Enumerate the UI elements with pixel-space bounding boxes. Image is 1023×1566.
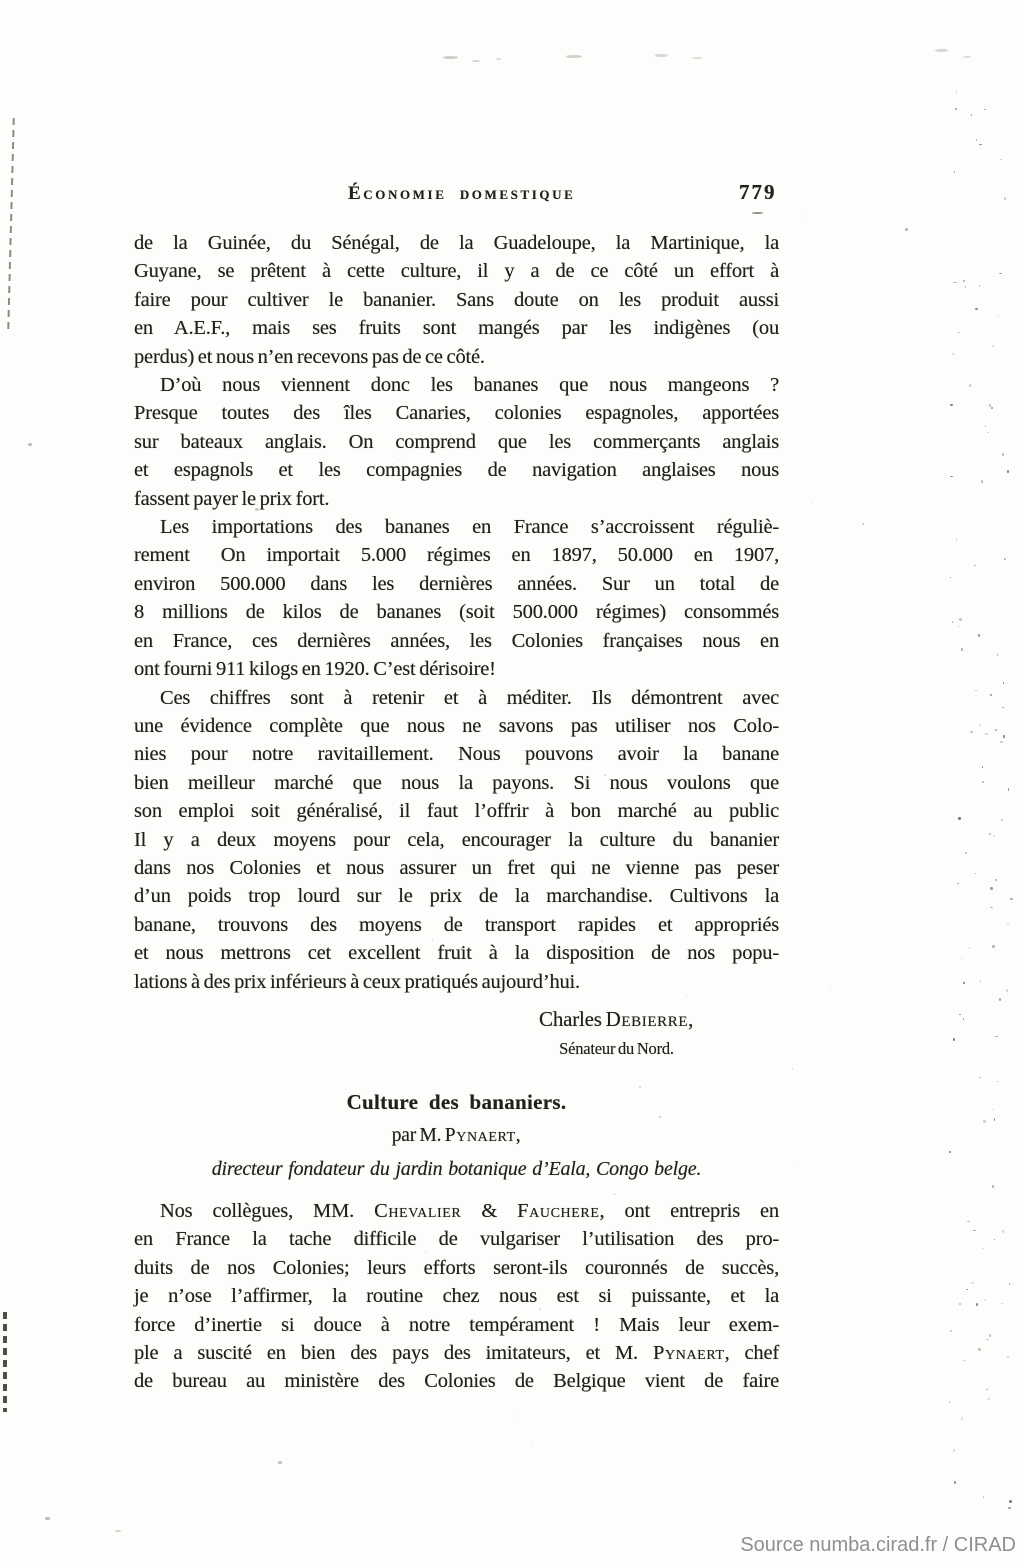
text-segment: rement On importait 5.000 régimes en 1897, 50.000 en 1907, (134, 544, 779, 567)
scan-artifact (950, 476, 952, 477)
scan-artifact (979, 285, 980, 288)
scan-artifact (979, 1077, 981, 1078)
scan-artifact (971, 1282, 974, 1284)
text-segment: de bureau au ministère des Colonies de Belgique vient de faire (134, 1370, 779, 1393)
scan-artifact (992, 945, 995, 948)
scan-artifact (969, 384, 971, 387)
text-segment: ont fourni 911 kilogs en 1920. C’est dérisoire! (134, 658, 496, 681)
scan-artifact (953, 282, 956, 283)
scan-artifact (952, 621, 953, 623)
text-line (134, 1282, 779, 1310)
scan-artifact (959, 618, 962, 621)
scan-artifact (963, 1018, 964, 1020)
scan-artifact (996, 1081, 999, 1082)
scan-artifact (45, 1517, 50, 1520)
text-line (134, 826, 779, 854)
scan-artifact (969, 947, 971, 950)
section-heading (134, 1086, 779, 1118)
text-segment: une évidence complète que nous ne savons pas utiliser nos Colo- (134, 714, 779, 737)
scan-artifact (975, 873, 977, 874)
text-line (134, 286, 779, 314)
text-line (134, 1153, 779, 1186)
scan-artifact (425, 1251, 427, 1252)
scan-artifact (989, 404, 990, 406)
text-line (134, 257, 779, 285)
scan-artifact (949, 1151, 951, 1154)
scan-artifact (974, 565, 976, 566)
scan-artifact (995, 879, 997, 881)
scan-artifact (1008, 788, 1009, 790)
smallcaps-text: Debierre, (605, 1006, 694, 1031)
text-segment: Nos collègues, MM. (160, 1199, 375, 1222)
text-segment: , ont entrepris en (599, 1199, 779, 1222)
scan-artifact (995, 729, 997, 730)
scan-artifact (639, 1086, 641, 1088)
scan-artifact (811, 502, 812, 503)
scan-artifact (514, 1415, 515, 1417)
scan-artifact (983, 1120, 986, 1123)
text-line (134, 314, 779, 342)
scan-artifact (986, 1339, 988, 1340)
scan-artifact (655, 54, 668, 57)
text-segment: & (461, 1199, 518, 1222)
scan-artifact (980, 148, 981, 149)
text-line (134, 513, 779, 541)
scan-artifact (989, 833, 991, 835)
scan-artifact (949, 1401, 950, 1403)
scan-artifact (956, 90, 957, 93)
scan-artifact (830, 986, 832, 988)
scan-artifact (950, 1330, 952, 1332)
scan-artifact (1010, 898, 1013, 900)
scan-artifact (471, 432, 473, 434)
scan-artifact (987, 432, 989, 433)
scan-artifact (961, 1417, 963, 1420)
text-segment: faire pour cultiver le bananier. Sans doute on les produit aussi (134, 288, 779, 311)
text-segment: Charles (539, 1006, 606, 1031)
scan-artifact (956, 538, 957, 540)
text-segment: je n’ose l’affirmer, la routine chez nous est si puissante, et la (134, 1285, 779, 1308)
byline-affiliation (134, 1153, 779, 1186)
scan-artifact (950, 577, 951, 578)
scan-artifact (998, 315, 999, 318)
scan-artifact (991, 407, 993, 408)
text-line (134, 882, 779, 910)
scan-artifact (973, 1230, 976, 1231)
text-line (134, 456, 779, 484)
text-line (134, 371, 779, 399)
scan-artifact (472, 60, 480, 62)
text-segment: directeur fondateur du jardin botanique d’Eala, Congo belge. (211, 1157, 702, 1180)
scan-artifact (982, 1248, 984, 1249)
smallcaps-text: Pynaert (653, 1342, 725, 1364)
scan-artifact (989, 1334, 991, 1337)
scan-artifact (959, 1303, 961, 1306)
text-segment: lations à des prix inférieurs à ceux pratiqués aujourd’hui. (134, 970, 580, 993)
scan-artifact (979, 144, 981, 145)
text-line (134, 712, 779, 740)
text-line (134, 1254, 779, 1282)
scan-artifact (975, 308, 978, 310)
scan-artifact (1000, 159, 1002, 160)
text-line (134, 968, 779, 996)
scan-artifact (957, 883, 959, 884)
scan-artifact (1000, 741, 1003, 743)
scan-artifact (958, 817, 960, 820)
scan-artifact (752, 212, 763, 214)
scan-artifact (975, 690, 977, 692)
scan-artifact (1003, 682, 1005, 684)
scan-artifact (953, 1449, 955, 1452)
text-segment: de la Guinée, du Sénégal, de la Guadeloupe, la Martinique, la (134, 232, 779, 254)
text-segment: en France, ces dernières années, les Colonies françaises nous en (134, 629, 779, 652)
text-blocks (134, 229, 779, 1396)
scan-artifact (1004, 558, 1006, 560)
smallcaps-text: Chevalier (374, 1199, 462, 1222)
text-segment: perdus) et nous n’en recevons pas de ce côté. (134, 345, 485, 368)
text-segment: duits de nos Colonies; leurs efforts seront-ils couronnés de succès, (134, 1256, 779, 1279)
scan-artifact (963, 280, 965, 282)
scan-artifact (963, 1360, 966, 1362)
scan-artifact (496, 58, 501, 60)
text-line (134, 399, 779, 427)
text-segment: Sénateur du Nord. (559, 1038, 674, 1058)
paragraph-4 (134, 684, 779, 996)
text-line (134, 797, 779, 825)
text-line (134, 769, 779, 797)
text-segment: fassent payer le prix fort. (134, 487, 330, 510)
scan-artifact (952, 353, 955, 355)
scan-artifact (976, 139, 977, 141)
scan-artifact (1007, 1356, 1009, 1358)
scan-artifact (982, 781, 984, 783)
text-segment: Guyane, se prêtent à cette culture, il y a de ce côté un effort à (134, 260, 779, 283)
text-segment: banane, trouvons des moyens de transport rapides et appropriés (134, 913, 779, 936)
scan-artifact (3, 1312, 7, 1412)
text-segment: bien meilleur marché que nous la payons. Si nous voulons que (134, 771, 779, 794)
scan-artifact (566, 55, 582, 58)
scan-artifact (987, 1398, 990, 1400)
text-line (134, 229, 779, 257)
scan-artifact (984, 1299, 986, 1301)
scan-artifact (985, 733, 988, 735)
scan-artifact (1008, 1507, 1011, 1509)
scan-artifact (954, 171, 955, 173)
text-segment: Les importations des bananes en France s’accroissent réguliè- (160, 516, 779, 539)
text-segment: en France la tache difficile de vulgariser l’utilisation des pro- (134, 1228, 779, 1251)
page-number: 779 (739, 180, 777, 204)
text-segment: Il y a deux moyens pour cela, encourager la culture du bananier (134, 828, 779, 851)
scan-artifact (1004, 197, 1007, 200)
scan-artifact (692, 57, 702, 59)
scan-artifact (955, 108, 957, 110)
text-line (134, 541, 779, 569)
text-segment: et espagnols et les compagnies de navigation anglaises nous (134, 459, 779, 482)
scan-artifact (961, 958, 963, 959)
scan-artifact (1006, 989, 1008, 992)
scan-artifact (958, 332, 960, 334)
scan-artifact (995, 1036, 998, 1037)
scan-artifact (980, 980, 982, 982)
scan-artifact (7, 118, 14, 330)
scan-artifact (985, 425, 987, 427)
text-segment: Ces chiffres sont à retenir et à méditer. Ils démontrent avec (160, 686, 779, 709)
paragraph-3 (134, 513, 779, 683)
scan-artifact (999, 273, 1002, 274)
scan-artifact (997, 653, 998, 656)
scan-artifact (970, 731, 973, 733)
scan-artifact (994, 1239, 996, 1240)
smallcaps-text: Fauchere (517, 1199, 600, 1222)
scan-artifact (953, 1038, 955, 1040)
text-segment: Culture des bananiers. (346, 1089, 567, 1114)
scan-artifact (1001, 1303, 1004, 1304)
scan-artifact (978, 1348, 980, 1351)
text-line (134, 655, 779, 683)
scan-artifact (371, 845, 373, 846)
scan-artifact (976, 1303, 978, 1306)
scan-artifact (443, 56, 458, 59)
scan-artifact (983, 1496, 984, 1498)
scan-artifact (954, 1481, 957, 1483)
scan-artifact (963, 982, 965, 984)
text-segment: dans nos Colonies et nous assurer un fret qui ne vienne pas peser (134, 856, 779, 879)
text-segment: , chef (724, 1342, 780, 1364)
text-line (134, 343, 779, 371)
text-line (134, 627, 779, 655)
text-line (134, 428, 779, 456)
scan-artifact (992, 1109, 993, 1110)
scan-artifact (1002, 707, 1004, 708)
text-line (134, 740, 779, 768)
text-segment: sur bateaux anglais. On comprend que les commerçants anglais (134, 430, 779, 453)
scan-artifact (278, 1461, 282, 1464)
scan-artifact (999, 998, 1002, 1001)
scan-artifact (1009, 1500, 1012, 1503)
scan-artifact (961, 648, 963, 651)
scan-artifact (992, 1185, 993, 1188)
scan-artifact (979, 724, 981, 727)
text-line (134, 1197, 779, 1225)
byline (134, 1120, 779, 1151)
scan-artifact (115, 1530, 121, 1532)
scan-artifact (982, 766, 983, 768)
scan-artifact (963, 56, 971, 58)
text-line (134, 854, 779, 882)
scan-artifact (399, 459, 401, 461)
scan-artifact (986, 1389, 988, 1390)
scan-artifact (805, 215, 806, 217)
scan-artifact (935, 49, 948, 52)
text-line (134, 1367, 779, 1395)
paragraph-5 (134, 1197, 779, 1396)
text-segment: par M. (391, 1124, 445, 1146)
scan-artifact (965, 286, 966, 287)
scan-artifact (531, 1440, 532, 1442)
running-header-title: Économie domestique (348, 183, 576, 204)
scan-artifact (967, 1221, 970, 1222)
scan-artifact (1003, 735, 1004, 737)
text-line (134, 911, 779, 939)
text-segment: force d’inertie si douce à notre tempérament ! Mais leur exem- (134, 1313, 779, 1336)
paragraph-2 (134, 371, 779, 513)
text-segment: environ 500.000 dans les dernières années. Sur un total de (134, 572, 779, 595)
scan-artifact (862, 523, 865, 524)
text-line (134, 570, 779, 598)
text-line (464, 1034, 769, 1063)
scan-artifact (1001, 819, 1002, 820)
paragraph-1 (134, 229, 779, 371)
text-line (134, 684, 779, 712)
source-watermark: Source numba.cirad.fr / CIRAD (740, 1534, 1016, 1556)
text-segment: ple a suscité en bien des pays des imitateurs, et M. (134, 1342, 654, 1364)
text-line (134, 485, 779, 513)
signature (464, 1005, 769, 1063)
text-line (134, 1086, 779, 1118)
scan-artifact (958, 626, 961, 627)
scan-artifact (795, 1164, 796, 1165)
text-segment: d’un poids trop lourd sur le prix de la marchandise. Cultivons la (134, 885, 779, 908)
text-line (134, 939, 779, 967)
scan-artifact (255, 508, 259, 511)
text-segment: son emploi soit généralisé, il faut l’offrir à bon marché au public (134, 800, 779, 823)
scan-artifact (966, 1289, 968, 1290)
scan-artifact (1007, 470, 1009, 473)
text-line (134, 1120, 779, 1151)
scan-artifact (1009, 1283, 1011, 1284)
text-segment: Presque toutes des îles Canaries, colonies espagnoles, apportées (134, 402, 779, 425)
scan-artifact (959, 1014, 961, 1015)
text-line (134, 1339, 779, 1367)
text-line (134, 1225, 779, 1253)
scan-artifact (978, 634, 981, 637)
scan-artifact (28, 443, 32, 446)
text-line (134, 598, 779, 626)
scan-artifact (994, 1118, 995, 1121)
text-segment: en A.E.F., mais ses fruits sont mangés par les indigènes (ou (134, 317, 779, 340)
scan-artifact (1002, 1230, 1004, 1233)
scan-artifact (792, 1068, 794, 1070)
scan-artifact (993, 835, 995, 837)
scan-artifact (1007, 924, 1008, 925)
scan-artifact (990, 694, 992, 696)
scan-artifact (950, 404, 953, 406)
scan-artifact (905, 228, 908, 231)
text-line (134, 1311, 779, 1339)
text-segment: 8 millions de kilos de bananes (soit 500.000 régimes) consommés (134, 601, 779, 624)
scan-artifact (984, 109, 986, 110)
scan-artifact (992, 345, 994, 348)
text-line (464, 1005, 769, 1034)
text-segment: et nous mettrons cet excellent fruit à la disposition de nos popu- (134, 942, 779, 965)
scan-artifact (981, 480, 983, 483)
scan-artifact (971, 114, 972, 116)
scan-artifact (990, 907, 993, 909)
scan-artifact (990, 887, 992, 890)
text-segment: nies pour notre ravitaillement. Nous pouvons avoir la banane (134, 743, 779, 766)
scan-artifact (1002, 453, 1004, 456)
smallcaps-text: Pynaert, (444, 1124, 522, 1146)
text-segment: D’où nous viennent donc les bananes que nous mangeons ? (160, 374, 779, 397)
scan-artifact (965, 852, 967, 854)
